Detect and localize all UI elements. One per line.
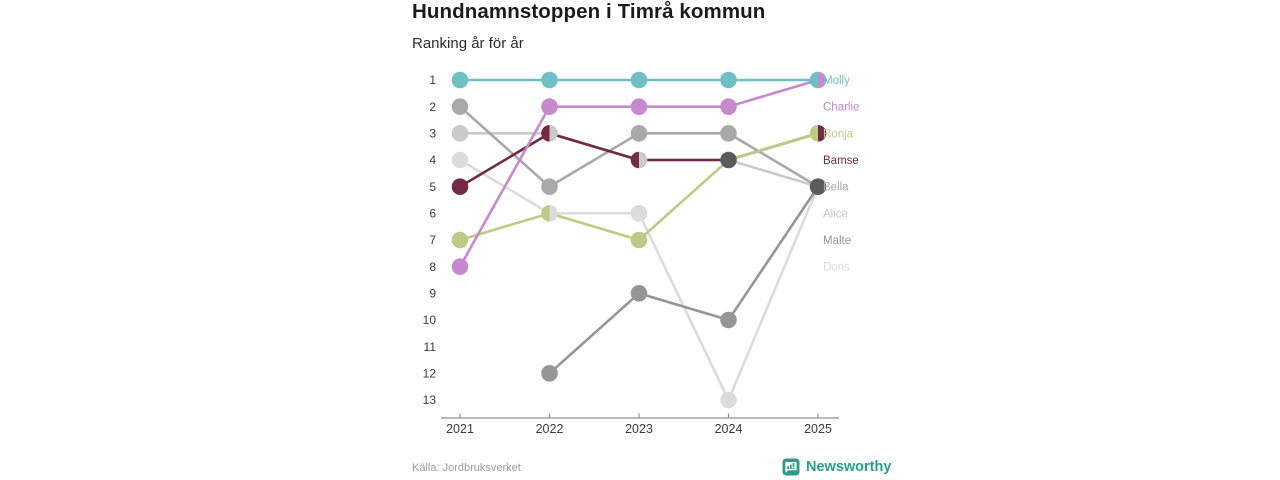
bump-chart [412,60,868,452]
data-point-alice [452,125,469,142]
data-point-charlie [541,98,558,115]
series-line-bella [460,107,818,187]
series-label-bella: Bella [823,181,849,194]
data-point-bella [631,125,648,142]
series-line-ronja [460,133,818,240]
data-point-alice [550,125,558,142]
rank-tick-label: 1 [429,73,436,88]
data-point-molly [810,72,818,89]
rank-tick-label: 9 [429,286,436,301]
rank-tick-label: 6 [429,206,436,221]
data-point-bamse [541,125,549,142]
newsworthy-logo[interactable] [782,458,891,476]
year-tick-label: 2022 [535,422,564,436]
year-tick-label: 2023 [625,422,653,436]
data-point-malte [720,312,737,329]
data-point-molly [720,72,737,89]
data-point-doris [720,392,737,409]
rank-tick-label: 11 [423,339,436,354]
data-point-bamse [631,152,639,169]
series-label-molly: Molly [823,75,850,87]
data-point-bella [452,98,469,115]
data-point-charlie [631,98,648,115]
rank-tick-label: 3 [429,126,436,141]
data-point-molly [631,72,648,89]
brand-name: Newsworthy [806,459,892,475]
rank-tick-label: 5 [429,179,436,194]
data-point-molly [452,72,469,89]
rank-tick-label: 2 [429,99,436,114]
year-tick-label: 2025 [804,422,832,436]
data-point-doris [452,152,469,169]
newsworthy-chart-badge-icon [782,458,800,476]
source-note: Källa: Jordbruksverket [412,462,521,474]
series-label-doris: Doris [823,261,850,274]
data-point-charlie [720,98,737,115]
data-point-doris [550,205,558,222]
chart-title: Hundnamnstoppen i Timrå kommun [412,0,766,23]
data-point-tie [720,152,737,169]
data-point-ronja [452,232,469,249]
rank-tick-label: 7 [429,233,436,248]
data-point-ronja [631,232,648,249]
data-point-bella [720,125,737,142]
data-point-molly [541,72,558,89]
series-label-ronja: Ronja [823,128,854,141]
data-point-bamse [452,178,469,195]
rank-tick-label: 12 [422,366,436,381]
rank-tick-label: 4 [429,153,436,168]
series-line-doris [460,160,818,400]
chart-subtitle: Ranking år för år [412,35,524,52]
data-point-bella [541,178,558,195]
series-label-bamse: Bamse [823,155,859,168]
series-label-charlie: Charlie [823,101,860,114]
data-point-charlie [452,258,469,275]
rank-tick-label: 13 [422,393,436,408]
rank-tick-label: 10 [422,313,436,328]
series-label-malte: Malte [823,235,852,248]
series-label-alice: Alice [823,208,848,221]
rank-tick-label: 8 [429,259,436,274]
year-tick-label: 2024 [714,422,743,436]
data-point-malte [631,285,648,302]
data-point-doris [631,205,648,222]
data-point-ronja [541,205,549,222]
data-point-alice [639,152,647,169]
data-point-malte [541,365,558,382]
data-point-ronja [810,125,818,142]
year-tick-label: 2021 [446,422,474,436]
